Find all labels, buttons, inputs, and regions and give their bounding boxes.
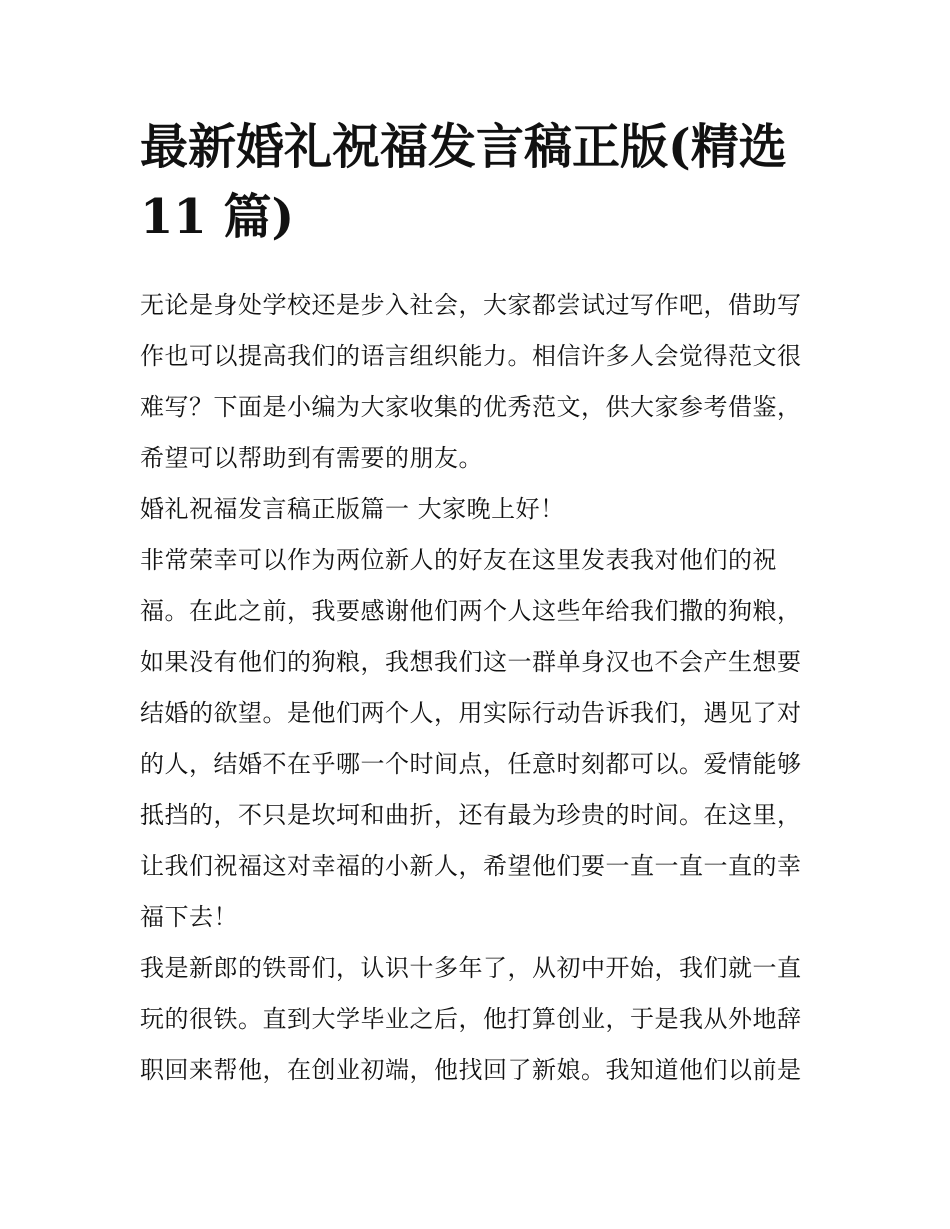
section-heading-line: 婚礼祝福发言稿正版篇一 大家晚上好！ — [140, 495, 565, 523]
body-line: 抵挡的，不只是坎坷和曲折，还有最为珍贵的时间。在这里， — [140, 801, 802, 829]
document-content — [140, 112, 812, 1096]
title-line-2: 11 篇) — [140, 189, 295, 245]
body-line: 作也可以提高我们的语言组织能力。相信许多人会觉得范文很 — [140, 342, 802, 370]
body-line: 难写？下面是小编为大家收集的优秀范文，供大家参考借鉴， — [140, 393, 802, 421]
body-line: 我是新郎的铁哥们，认识十多年了，从初中开始，我们就一直 — [140, 954, 802, 982]
body-line: 职回来帮他，在创业初端，他找回了新娘。我知道他们以前是 — [140, 1056, 802, 1084]
body-line: 让我们祝福这对幸福的小新人，希望他们要一直一直一直的幸 — [140, 852, 802, 880]
body-line: 非常荣幸可以作为两位新人的好友在这里发表我对他们的祝 — [140, 546, 777, 574]
body-line: 福下去！ — [140, 903, 238, 931]
document-title — [140, 112, 812, 252]
body-line: 玩的很铁。直到大学毕业之后，他打算创业，于是我从外地辞 — [140, 1005, 802, 1033]
title-line-1: 最新婚礼祝福发言稿正版(精选 — [140, 119, 787, 175]
body-line: 福。在此之前，我要感谢他们两个人这些年给我们撒的狗粮， — [140, 597, 802, 625]
body-line: 结婚的欲望。是他们两个人，用实际行动告诉我们，遇见了对 — [140, 699, 802, 727]
body-line: 希望可以帮助到有需要的朋友。 — [140, 444, 483, 472]
document-body — [140, 280, 812, 1096]
body-line: 无论是身处学校还是步入社会，大家都尝试过写作吧，借助写 — [140, 291, 802, 319]
body-line: 如果没有他们的狗粮，我想我们这一群单身汉也不会产生想要 — [140, 648, 802, 676]
body-line: 的人，结婚不在乎哪一个时间点，任意时刻都可以。爱情能够 — [140, 750, 802, 778]
